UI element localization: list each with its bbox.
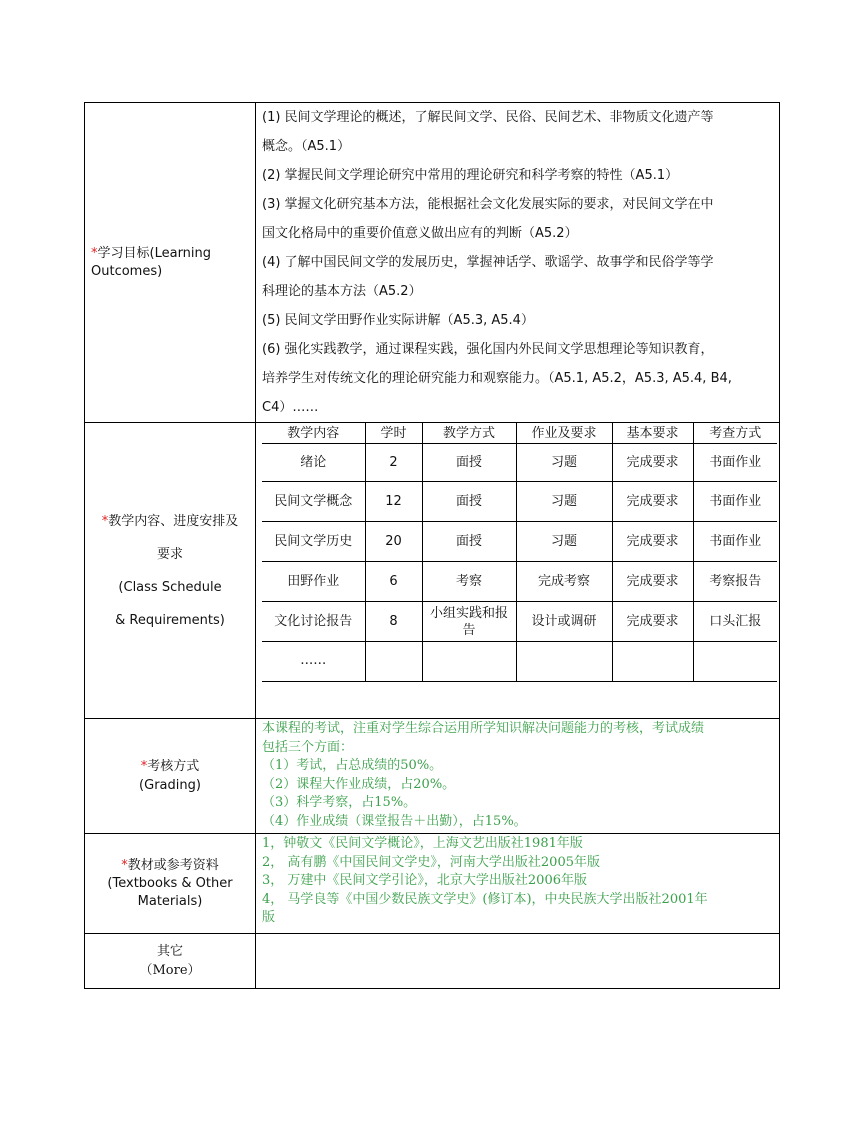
table-cell: 20 xyxy=(365,522,422,562)
label-en: & Requirements) xyxy=(115,612,225,628)
label-en: (Grading) xyxy=(139,778,201,793)
learning-outcomes-content xyxy=(256,103,780,423)
grading-line: （4）作业成绩（课堂报告＋出勤），占15%。 xyxy=(262,813,527,829)
table-cell: 完成要求 xyxy=(612,562,693,602)
col-header: 考查方式 xyxy=(693,423,777,444)
required-star: * xyxy=(140,759,148,774)
grading-line: （3）科学考察，占15%。 xyxy=(262,795,417,810)
outcome-line: (2) 掌握民间文学理论研究中常用的理论研究和科学考察的特性（A5.1） xyxy=(262,168,679,183)
table-cell: 面授 xyxy=(422,522,516,562)
grading-line: （1）考试，占总成绩的50%。 xyxy=(262,758,443,773)
col-header: 作业及要求 xyxy=(516,423,612,444)
table-cell xyxy=(365,642,422,682)
course-info-table xyxy=(84,102,780,989)
table-cell: 习题 xyxy=(516,482,612,522)
label-en: (Learning xyxy=(149,245,212,261)
table-cell: 8 xyxy=(365,602,422,642)
outcome-line: (3) 掌握文化研究基本方法，能根据社会文化发展实际的要求，对民间文学在中 xyxy=(262,197,714,212)
textbook-line: 4， 马学良等《中国少数民族文学史》(修订本)，中央民族大学出版社2001年 xyxy=(262,891,708,907)
table-row xyxy=(262,562,777,602)
label-en: (Class Schedule xyxy=(118,579,222,595)
outcome-line: 科理论的基本方法（A5.2） xyxy=(262,284,422,299)
outcome-line: (6) 强化实践教学，通过课程实践，强化国内外民间文学思想理论等知识教育， xyxy=(262,342,714,357)
table-cell xyxy=(516,642,612,682)
outcome-line: 概念。（A5.1） xyxy=(262,139,351,154)
col-header: 基本要求 xyxy=(612,423,693,444)
label-cn: 学习目标 xyxy=(97,245,150,261)
textbook-line: 版 xyxy=(262,910,276,925)
table-cell xyxy=(422,642,516,682)
outcome-line: 国文化格局中的重要价值意义做出应有的判断（A5.2） xyxy=(262,226,578,241)
table-cell: 完成要求 xyxy=(612,482,693,522)
grading-line: （2）课程大作业成绩，占20%。 xyxy=(262,776,456,792)
table-cell: 2 xyxy=(365,444,422,482)
outcome-line: (5) 民间文学田野作业实际讲解（A5.3, A5.4） xyxy=(262,313,534,328)
table-cell: 书面作业 xyxy=(693,522,777,562)
more-content xyxy=(256,934,780,989)
label-cn: 教材或参考资料 xyxy=(127,857,219,873)
table-cell: 面授 xyxy=(422,444,516,482)
table-cell xyxy=(693,642,777,682)
outcome-line: 培养学生对传统文化的理论研究能力和观察能力。（A5.1, A5.2，A5.3, A5.4, B4, xyxy=(262,371,732,386)
required-star: * xyxy=(121,857,128,873)
grading-row xyxy=(85,719,780,834)
label-en: Outcomes) xyxy=(91,263,163,279)
learning-outcomes-row xyxy=(85,103,780,423)
label-en: (Textbooks & Other xyxy=(107,875,233,891)
learning-outcomes-label xyxy=(85,103,256,423)
table-cell: 书面作业 xyxy=(693,482,777,522)
table-cell: 完成要求 xyxy=(612,444,693,482)
grading-content xyxy=(256,719,780,834)
table-cell: 习题 xyxy=(516,444,612,482)
table-cell: 完成考察 xyxy=(516,562,612,602)
table-cell: …… xyxy=(262,642,365,682)
required-star: * xyxy=(101,513,109,529)
table-cell: 设计或调研 xyxy=(516,602,612,642)
table-cell: 田野作业 xyxy=(262,562,365,602)
table-row xyxy=(262,642,777,682)
label-cn: 考核方式 xyxy=(147,759,200,774)
col-header: 教学内容 xyxy=(262,423,365,444)
table-cell: 考察 xyxy=(422,562,516,602)
more-row xyxy=(85,934,780,989)
label-en: Materials) xyxy=(137,893,203,909)
table-row xyxy=(262,602,777,642)
table-cell: 小组实践和报告 xyxy=(422,602,516,642)
schedule-row xyxy=(85,423,780,719)
table-cell: 民间文学历史 xyxy=(262,522,365,562)
textbooks-row xyxy=(85,834,780,934)
table-cell: 完成要求 xyxy=(612,522,693,562)
schedule-table xyxy=(262,423,777,682)
textbook-line: 3， 万建中《民间文学引论》，北京大学出版社2006年版 xyxy=(262,873,587,888)
textbook-line: 2， 高有鹏《中国民间文学史》，河南大学出版社2005年版 xyxy=(262,854,600,870)
schedule-header-row xyxy=(262,423,777,444)
table-cell: 绪论 xyxy=(262,444,365,482)
schedule-label xyxy=(85,423,256,719)
table-row xyxy=(262,522,777,562)
table-cell: 文化讨论报告 xyxy=(262,602,365,642)
outcome-line: (1) 民间文学理论的概述，了解民间文学、民俗、民间艺术、非物质文化遗产等 xyxy=(262,110,714,125)
table-cell: 口头汇报 xyxy=(693,602,777,642)
grading-line: 包括三个方面： xyxy=(262,739,354,755)
outcome-line: C4）…… xyxy=(262,400,319,415)
schedule-content xyxy=(256,423,780,719)
col-header: 教学方式 xyxy=(422,423,516,444)
textbook-line: 1，钟敬文《民间文学概论》，上海文艺出版社1981年版 xyxy=(262,836,583,851)
outcome-line: (4) 了解中国民间文学的发展历史，掌握神话学、歌谣学、故事学和民俗学等学 xyxy=(262,255,714,270)
table-cell: 完成要求 xyxy=(612,602,693,642)
table-cell: 习题 xyxy=(516,522,612,562)
col-header: 学时 xyxy=(365,423,422,444)
table-cell: 面授 xyxy=(422,482,516,522)
label-cn: 教学内容、进度安排及 xyxy=(108,513,239,529)
table-cell: 考察报告 xyxy=(693,562,777,602)
textbooks-label xyxy=(85,834,256,934)
table-cell: 民间文学概念 xyxy=(262,482,365,522)
label-en: （More） xyxy=(139,963,201,978)
grading-line: 本课程的考试，注重对学生综合运用所学知识解决问题能力的考核，考试成绩 xyxy=(262,721,705,736)
table-row xyxy=(262,444,777,482)
table-cell xyxy=(612,642,693,682)
more-label xyxy=(85,934,256,989)
table-row xyxy=(262,482,777,522)
table-cell: 书面作业 xyxy=(693,444,777,482)
required-star: * xyxy=(91,245,98,261)
grading-label xyxy=(85,719,256,834)
label-cn: 要求 xyxy=(156,546,183,562)
table-cell: 6 xyxy=(365,562,422,602)
textbooks-content xyxy=(256,834,780,934)
label-cn: 其它 xyxy=(156,944,183,959)
table-cell: 12 xyxy=(365,482,422,522)
